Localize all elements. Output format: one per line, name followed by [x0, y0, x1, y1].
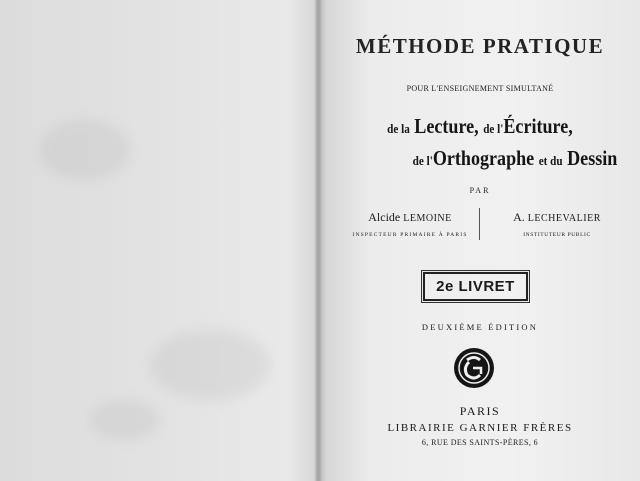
publisher-name: LIBRAIRIE GARNIER FRÈRES	[387, 422, 573, 434]
author-last-name: LECHEVALIER	[527, 213, 601, 224]
edition-label: DEUXIÈME ÉDITION	[421, 322, 539, 332]
connector-text: de l'	[412, 153, 433, 168]
page-title: MÉTHODE PRATIQUE	[355, 34, 605, 58]
publisher-address: 6, RUE DES SAINTS-PÈRES, 6	[421, 438, 539, 447]
paper-stain	[90, 400, 160, 440]
publisher-city: PARIS	[459, 404, 501, 418]
paper-stain	[150, 330, 270, 400]
author-last-name: LEMOINE	[403, 213, 452, 224]
connector-text: de l'	[483, 121, 504, 136]
author-first-name: Alcide	[368, 210, 401, 224]
title-page	[320, 0, 640, 481]
subtitle: POUR L'ENSEIGNEMENT SIMULTANÉ	[406, 84, 554, 93]
blank-left-page	[0, 0, 318, 481]
author-lemoine	[340, 210, 480, 225]
subject-line-1	[320, 114, 640, 139]
subject-drawing: Dessin	[567, 146, 618, 170]
author-first-name: A.	[513, 210, 525, 224]
subject-spelling: Orthographe	[432, 146, 535, 170]
connector-text: de la	[387, 121, 410, 136]
author-lechevalier	[482, 210, 632, 225]
subject-writing: Écriture,	[503, 114, 573, 138]
author-role: INSPECTEUR PRIMAIRE À PARIS	[352, 232, 468, 238]
by-label: PAR	[469, 186, 491, 195]
publisher-monogram-emblem	[453, 347, 495, 389]
author-role: INSTITUTEUR PUBLIC	[523, 232, 591, 238]
connector-text: et du	[538, 153, 563, 168]
paper-stain	[40, 120, 130, 180]
monogram-icon	[453, 347, 495, 389]
volume-label-box: 2e LIVRET	[423, 272, 528, 301]
subject-line-2	[320, 146, 640, 171]
subject-reading: Lecture,	[414, 114, 479, 138]
